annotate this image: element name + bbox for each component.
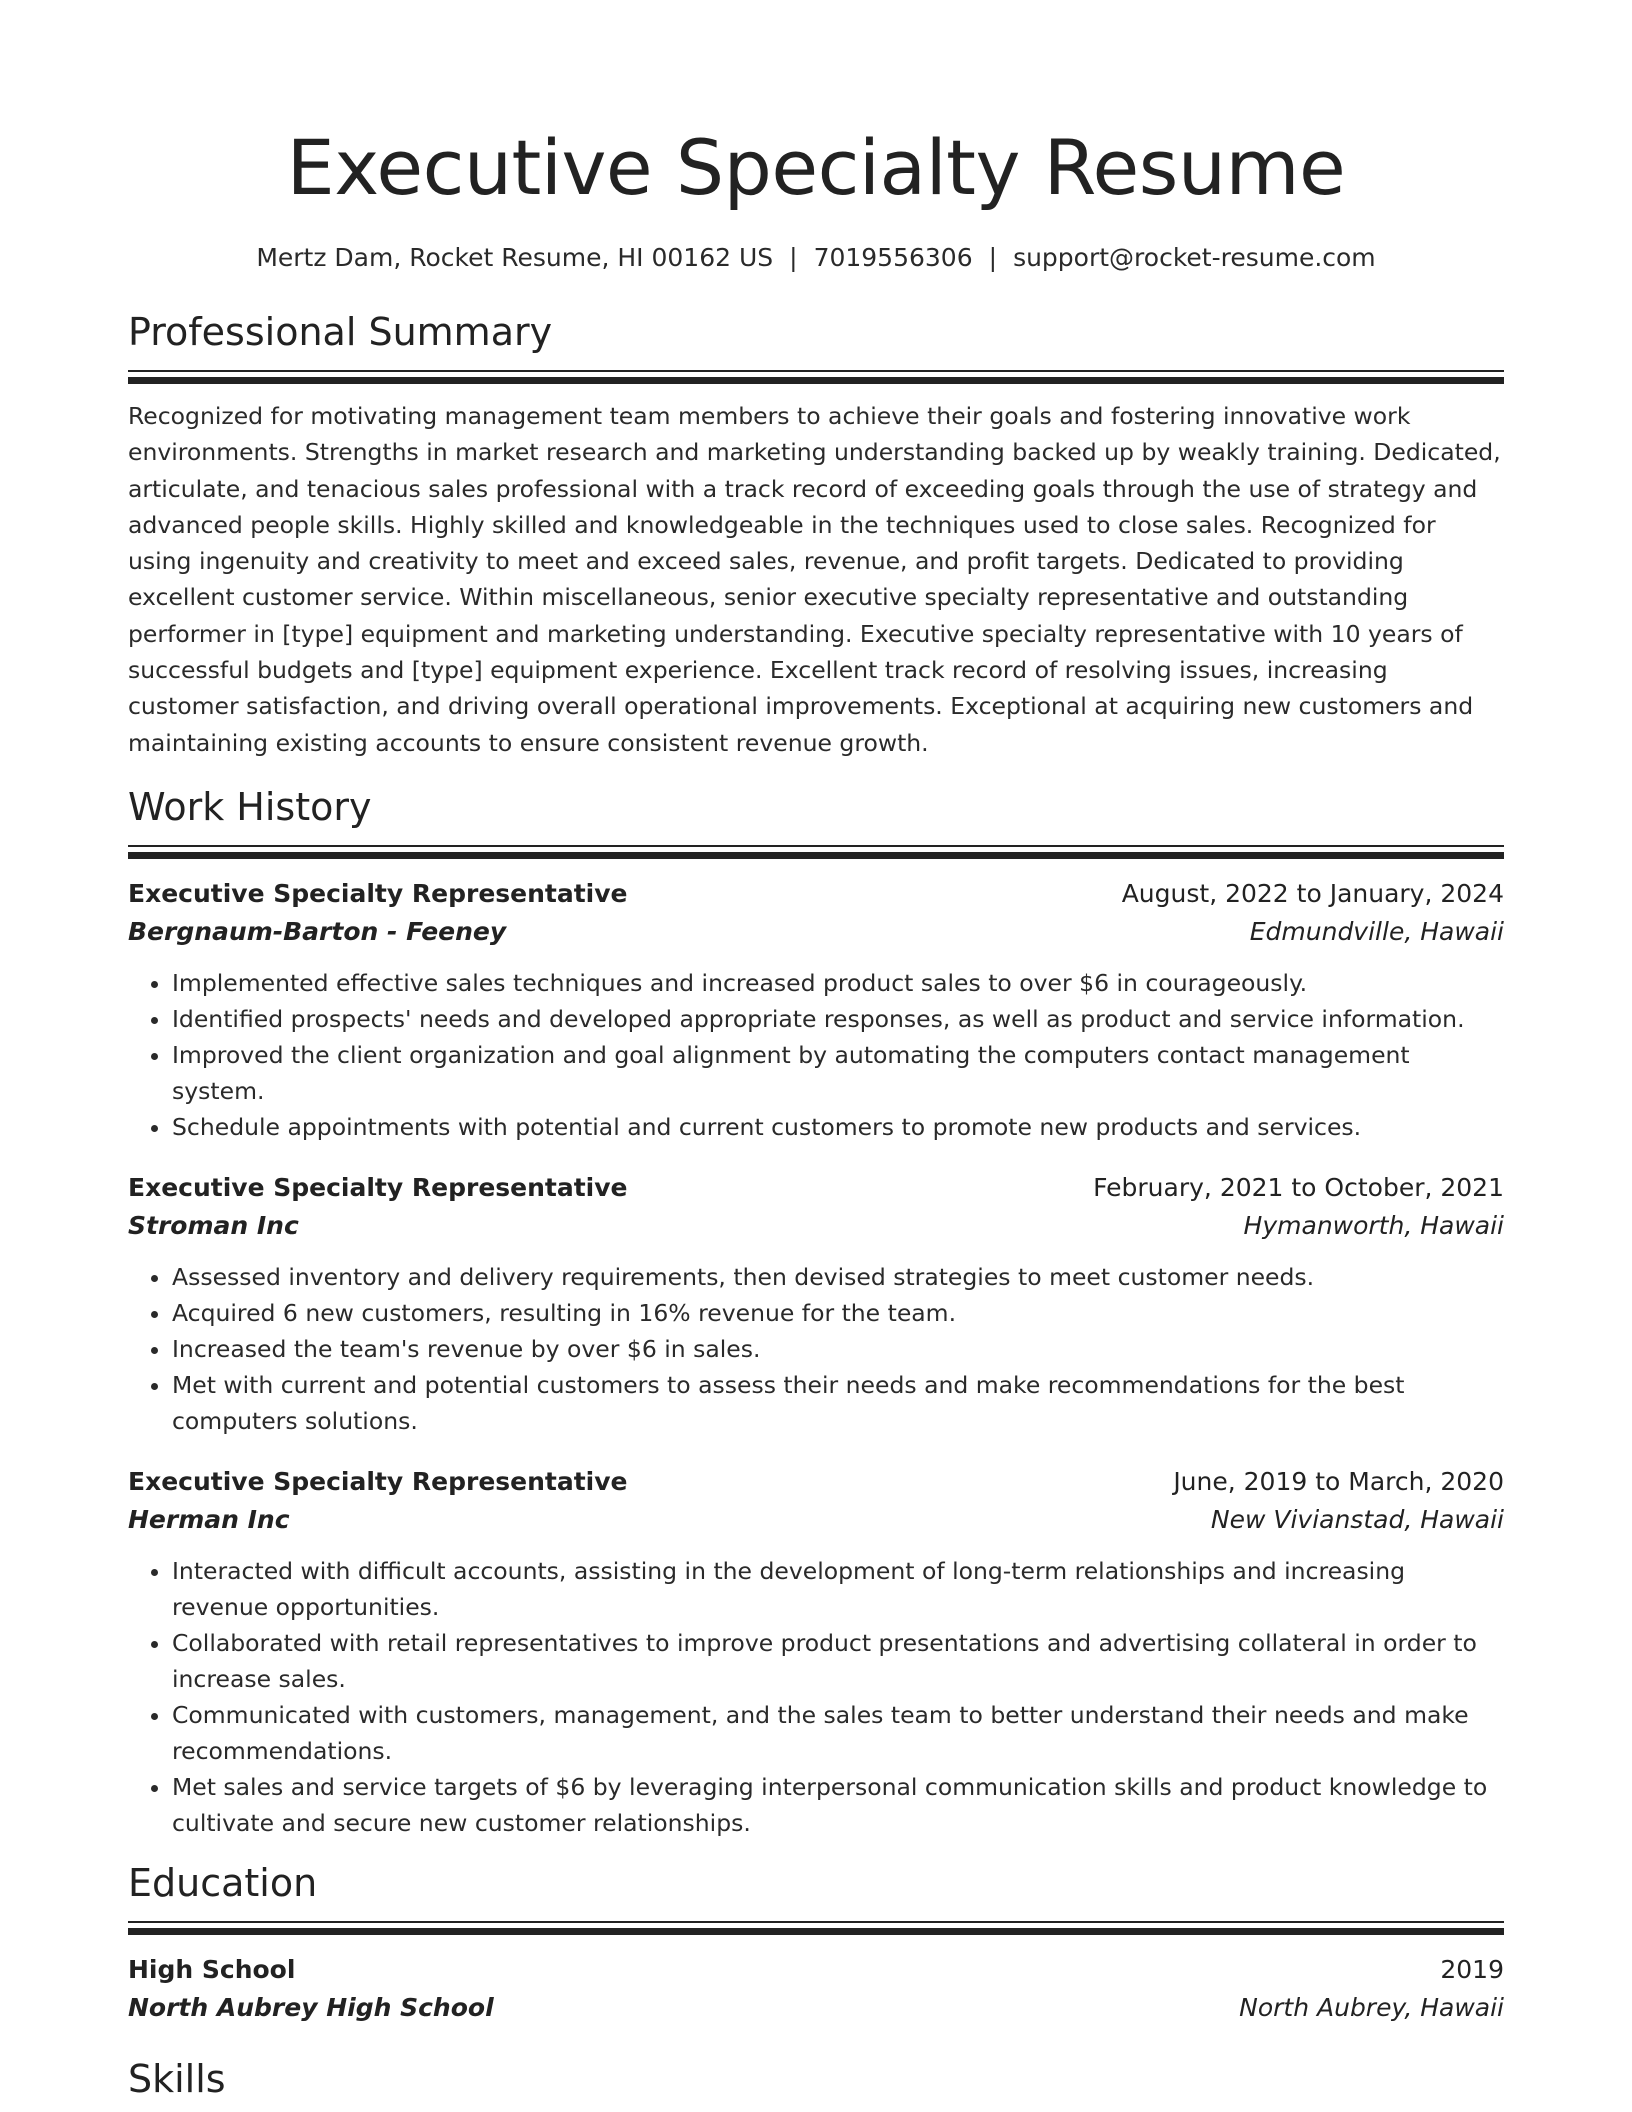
- education-location: North Aubrey, Hawaii: [1239, 1992, 1504, 2022]
- job-dates: June, 2019 to March, 2020: [1173, 1466, 1504, 1496]
- job-entry: [128, 1463, 1504, 1841]
- job-bullets: [128, 1553, 1504, 1841]
- section-heading: Skills: [128, 2056, 226, 2101]
- resume-title: Executive Specialty Resume: [286, 123, 1346, 212]
- job-title: Executive Specialty Representative: [128, 1172, 628, 1202]
- job-location: New Vivianstad, Hawaii: [1210, 1504, 1504, 1534]
- job-entry: [128, 1169, 1504, 1439]
- education-header: [128, 1951, 1504, 1989]
- section-heading: Education: [128, 1860, 318, 1905]
- job-company: Bergnaum-Barton - Feeney: [128, 916, 507, 946]
- contact-address: Mertz Dam, Rocket Resume, HI 00162 US: [256, 243, 774, 272]
- job-header: [128, 1463, 1504, 1501]
- contact-separator: |: [988, 243, 998, 272]
- job-header: [128, 875, 1504, 913]
- list-item: • Interacted with difficult accounts, assisting in the development of long-term relationships and increasing revenue opportunities.: [172, 1553, 1504, 1625]
- job-bullets: [128, 1259, 1504, 1439]
- education-year: 2019: [1440, 1954, 1504, 1984]
- summary-text: Recognized for motivating management team members to achieve their goals and fostering innovative work environments. Strengths in market research and marketing understanding backed up by weakly training. Dedicated, articulate, and tenacious sales professional with a track record of exceeding goals through the use of strategy and advanced people skills. Highly skilled and knowledgeable in the techniques used to close sales. Recognized for using ingenuity and creativity to meet and exceed sales, revenue, and profit targets. Dedicated to providing excellent customer service. Within miscellaneous, senior executive specialty representative and outstanding performer in [type] equipment and marketing understanding. Executive specialty representative with 10 years of successful budgets and [type] equipment experience. Excellent track record of resolving issues, increasing customer satisfaction, and driving overall operational improvements. Exceptional at acquiring new customers and maintaining existing accounts to ensure consistent revenue growth.: [128, 402, 1501, 757]
- job-dates: August, 2022 to January, 2024: [1121, 878, 1504, 908]
- section-heading: Work History: [128, 784, 372, 829]
- contact-separator: |: [789, 243, 798, 272]
- list-item: • Schedule appointments with potential and current customers to promote new products and services.: [172, 1109, 1504, 1145]
- list-item: • Acquired 6 new customers, resulting in 16% revenue for the team.: [172, 1295, 1504, 1331]
- section-divider: [128, 845, 1504, 859]
- list-item: • Collaborated with retail representatives to improve product presentations and advertising collateral in order to increase sales.: [172, 1625, 1504, 1697]
- job-title: Executive Specialty Representative: [128, 1466, 628, 1496]
- job-company: Stroman Inc: [128, 1210, 299, 1240]
- list-item: • Improved the client organization and goal alignment by automating the computers contact management system.: [172, 1037, 1504, 1109]
- job-subheader: [128, 913, 1504, 951]
- job-entry: [128, 875, 1504, 1145]
- summary-section: [128, 308, 1504, 761]
- job-location: Hymanworth, Hawaii: [1243, 1210, 1504, 1240]
- job-dates: February, 2021 to October, 2021: [1093, 1172, 1504, 1202]
- contact-email: support@rocket-resume.com: [1013, 243, 1376, 272]
- section-heading: Professional Summary: [128, 310, 553, 354]
- list-item: • Met sales and service targets of $6 by leveraging interpersonal communication skills and product knowledge to cultivate and secure new customer relationships.: [172, 1769, 1504, 1841]
- contact-line: [128, 240, 1504, 276]
- list-item: • Met with current and potential customers to assess their needs and make recommendations for the best computers solutions.: [172, 1367, 1504, 1439]
- job-subheader: [128, 1501, 1504, 1539]
- work-history-section: [128, 783, 1504, 1841]
- contact-phone: 7019556306: [813, 243, 973, 272]
- list-item: • Increased the team's revenue by over $6 in sales.: [172, 1331, 1504, 1367]
- skills-section: [128, 2055, 1504, 2103]
- education-subheader: [128, 1989, 1504, 2027]
- education-school: North Aubrey High School: [128, 1992, 494, 2022]
- education-section: [128, 1859, 1504, 2027]
- list-item: • Assessed inventory and delivery requirements, then devised strategies to meet customer needs.: [172, 1259, 1504, 1295]
- job-company: Herman Inc: [128, 1504, 290, 1534]
- education-entry: [128, 1951, 1504, 2027]
- job-bullets: [128, 965, 1504, 1145]
- education-degree: High School: [128, 1954, 296, 1984]
- list-item: • Identified prospects' needs and developed appropriate responses, as well as product and service information.: [172, 1001, 1504, 1037]
- section-divider: [128, 370, 1504, 384]
- job-title: Executive Specialty Representative: [128, 878, 628, 908]
- list-item: • Implemented effective sales techniques and increased product sales to over $6 in courageously.: [172, 965, 1504, 1001]
- section-divider: [128, 1921, 1504, 1935]
- job-header: [128, 1169, 1504, 1207]
- job-location: Edmundville, Hawaii: [1249, 916, 1504, 946]
- list-item: • Communicated with customers, management, and the sales team to better understand their needs and make recommendations.: [172, 1697, 1504, 1769]
- job-subheader: [128, 1207, 1504, 1245]
